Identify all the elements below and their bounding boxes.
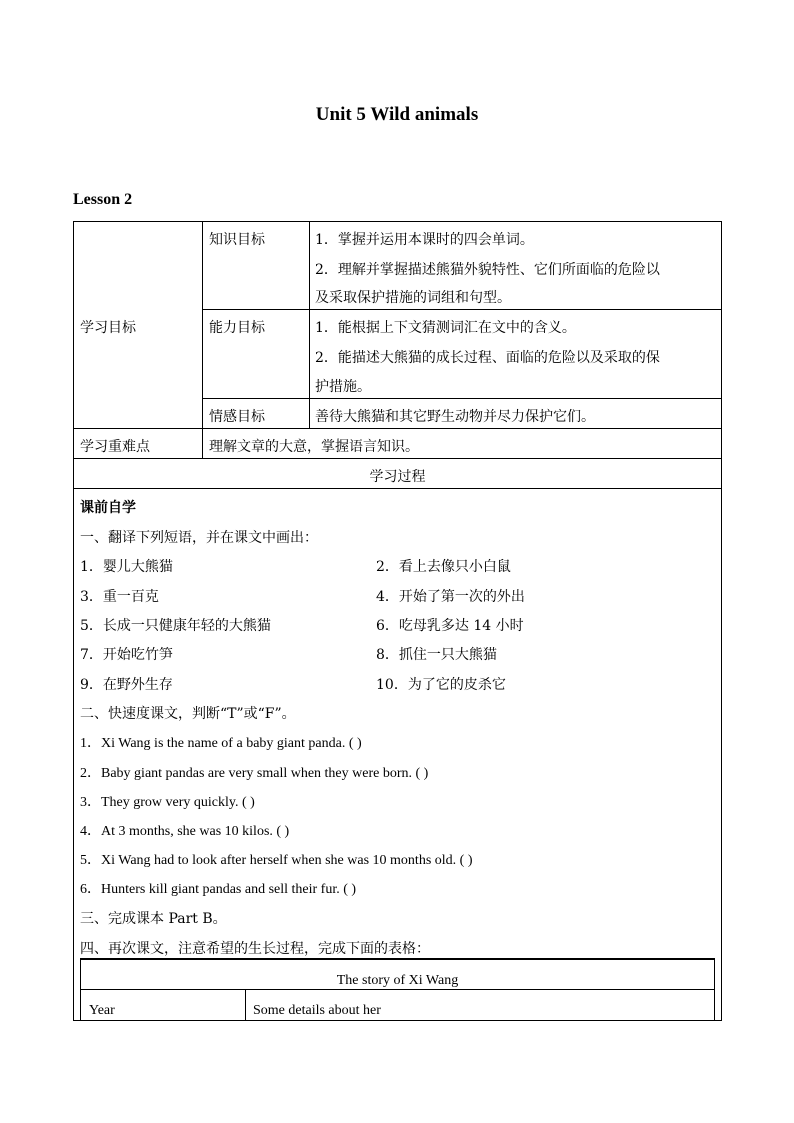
- ability-item-1: 1．能根据上下文猜测词汇在文中的含义。: [315, 320, 576, 336]
- table-right-border: [721, 221, 722, 1021]
- row-divider-process: [73, 488, 722, 489]
- tf-item: 5．Xi Wang had to look after herself when she was 10 months old. ( ): [80, 853, 473, 868]
- phrase-item: 1．婴儿大熊猫: [80, 559, 173, 575]
- story-table-top: [80, 958, 715, 960]
- phrase-item: 6．吃母乳多达 14 小时: [376, 618, 524, 634]
- key-points-text: 理解文章的大意，掌握语言知识。: [209, 439, 419, 455]
- table-top-border: [73, 221, 722, 222]
- tf-item: 2．Baby giant pandas are very small when they were born. ( ): [80, 766, 429, 781]
- table-left-border: [73, 221, 74, 1021]
- objectives-label: 学习目标: [80, 320, 136, 336]
- tf-item: 6．Hunters kill giant pandas and sell their fur. ( ): [80, 882, 357, 897]
- emotion-label: 情感目标: [209, 409, 265, 425]
- phrase-item: 9．在野外生存: [80, 677, 173, 693]
- story-col-year: Year: [89, 1003, 115, 1018]
- story-table-col-divider: [245, 989, 246, 1021]
- story-table-title: The story of Xi Wang: [336, 973, 459, 988]
- row-divider-keypoints: [73, 458, 722, 459]
- emotion-item-1: 善待大熊猫和其它野生动物并尽力保护它们。: [315, 409, 595, 425]
- phrase-item: 10．为了它的皮杀它: [376, 677, 506, 693]
- row-divider-ability: [202, 398, 722, 399]
- story-col-details: Some details about her: [253, 1003, 381, 1018]
- knowledge-item-2-line-2: 及采取保护措施的词组和句型。: [315, 290, 511, 306]
- preview-heading: 课前自学: [80, 500, 136, 516]
- col-divider-2: [309, 221, 310, 428]
- tf-item: 4．At 3 months, she was 10 kilos. ( ): [80, 824, 290, 839]
- process-header: 学习过程: [369, 469, 426, 485]
- ability-item-2-line-2: 护措施。: [315, 379, 371, 395]
- row-divider-knowledge: [202, 309, 722, 310]
- phrase-item: 5．长成一只健康年轻的大熊猫: [80, 618, 271, 634]
- lesson-heading: Lesson 2: [73, 191, 133, 208]
- story-table-header-divider: [80, 989, 715, 990]
- phrase-item: 7．开始吃竹笋: [80, 647, 173, 663]
- section3-title: 三、完成课本 Part B。: [80, 911, 227, 927]
- phrase-item: 2．看上去像只小白鼠: [376, 559, 511, 575]
- knowledge-item-2-line-1: 2．理解并掌握描述熊猫外貌特性、它们所面临的危险以: [315, 262, 660, 278]
- phrase-item: 4．开始了第一次的外出: [376, 589, 525, 605]
- ability-item-2-line-1: 2．能描述大熊猫的成长过程、面临的危险以及采取的保: [315, 350, 660, 366]
- section2-title: 二、快速度课文，判断“T”或“F”。: [80, 706, 296, 722]
- section4-title: 四、再次课文，注意希望的生长过程，完成下面的表格：: [80, 941, 430, 957]
- tf-item: 3．They grow very quickly. ( ): [80, 795, 255, 810]
- knowledge-label: 知识目标: [209, 232, 265, 248]
- section1-title: 一、翻译下列短语，并在课文中画出：: [80, 530, 318, 546]
- table-bottom-border: [73, 1020, 722, 1021]
- knowledge-item-1: 1．掌握并运用本课时的四会单词。: [315, 232, 534, 248]
- ability-label: 能力目标: [209, 320, 265, 336]
- phrase-item: 8．抓住一只大熊猫: [376, 647, 497, 663]
- col-divider-1: [202, 221, 203, 458]
- row-divider-objectives: [73, 428, 722, 429]
- key-points-label: 学习重难点: [80, 439, 150, 455]
- phrase-item: 3．重一百克: [80, 589, 159, 605]
- tf-item: 1．Xi Wang is the name of a baby giant panda. ( ): [80, 736, 362, 751]
- page-title: Unit 5 Wild animals: [315, 104, 479, 125]
